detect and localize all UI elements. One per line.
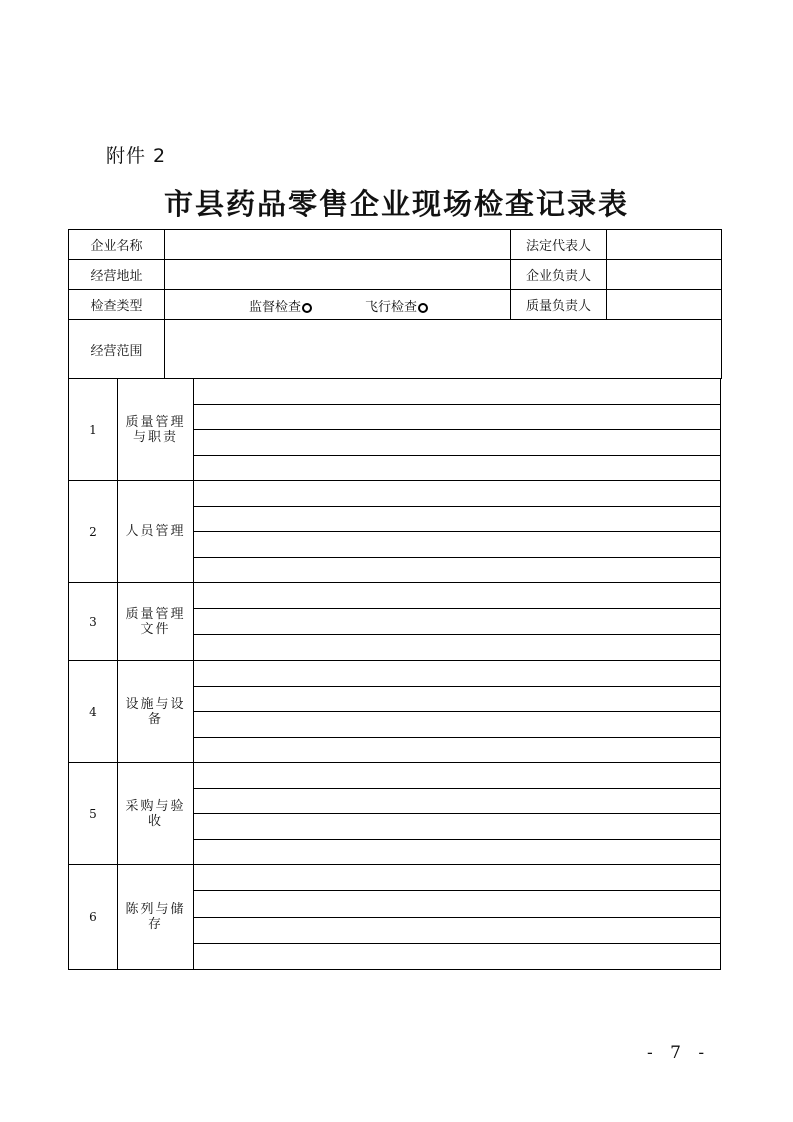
address-label: 经营地址 — [69, 260, 165, 290]
record-line[interactable] — [194, 686, 720, 712]
record-line[interactable] — [194, 661, 720, 686]
section-lines — [194, 583, 720, 660]
record-line[interactable] — [194, 429, 720, 455]
record-line[interactable] — [194, 531, 720, 557]
record-line[interactable] — [194, 634, 720, 660]
inspection-sections — [68, 378, 721, 970]
section-name: 质量管理文件 — [118, 583, 194, 660]
section-row — [69, 660, 720, 762]
record-line[interactable] — [194, 404, 720, 430]
record-line[interactable] — [194, 788, 720, 814]
record-line[interactable] — [194, 583, 720, 608]
record-line[interactable] — [194, 506, 720, 532]
record-line[interactable] — [194, 481, 720, 506]
header-table — [68, 229, 722, 379]
section-name: 设施与设备 — [118, 661, 194, 762]
section-number: 2 — [69, 481, 118, 582]
scope-label: 经营范围 — [69, 320, 165, 379]
record-line[interactable] — [194, 813, 720, 839]
record-line[interactable] — [194, 737, 720, 763]
record-line[interactable] — [194, 865, 720, 890]
section-number: 4 — [69, 661, 118, 762]
record-line[interactable] — [194, 379, 720, 404]
address-field[interactable] — [165, 260, 511, 290]
record-line[interactable] — [194, 455, 720, 481]
quality-head-label: 质量负责人 — [511, 290, 607, 320]
flight-check-label: 飞行检查 — [365, 300, 418, 315]
section-row — [69, 582, 720, 660]
record-line[interactable] — [194, 557, 720, 583]
record-line[interactable] — [194, 890, 720, 916]
supervision-check-option[interactable] — [249, 296, 312, 315]
section-number: 3 — [69, 583, 118, 660]
legal-rep-label: 法定代表人 — [511, 230, 607, 260]
section-lines — [194, 379, 720, 480]
page-title: 市县药品零售企业现场检查记录表 — [163, 187, 629, 221]
section-row — [69, 762, 720, 864]
section-lines — [194, 661, 720, 762]
section-number: 6 — [69, 865, 118, 969]
section-name: 陈列与储存 — [118, 865, 194, 969]
company-head-label: 企业负责人 — [511, 260, 607, 290]
section-row — [69, 378, 720, 480]
section-number: 5 — [69, 763, 118, 864]
record-line[interactable] — [194, 608, 720, 634]
section-name: 采购与验收 — [118, 763, 194, 864]
record-line[interactable] — [194, 711, 720, 737]
scope-field[interactable] — [165, 320, 722, 379]
flight-check-option[interactable] — [365, 296, 428, 315]
radio-circle-icon[interactable] — [302, 303, 312, 313]
section-number: 1 — [69, 379, 118, 480]
record-line[interactable] — [194, 917, 720, 943]
section-row — [69, 864, 720, 969]
section-name: 质量管理与职责 — [118, 379, 194, 480]
record-line[interactable] — [194, 839, 720, 865]
page-number: - 7 - — [647, 1043, 711, 1063]
inspection-type-label: 检查类型 — [69, 290, 165, 320]
inspection-type-field — [165, 290, 511, 320]
section-lines — [194, 481, 720, 582]
record-line[interactable] — [194, 763, 720, 788]
radio-circle-icon[interactable] — [418, 303, 428, 313]
quality-head-field[interactable] — [607, 290, 722, 320]
attachment-label: 附件 2 — [106, 145, 167, 167]
record-line[interactable] — [194, 943, 720, 969]
section-lines — [194, 763, 720, 864]
section-lines — [194, 865, 720, 969]
company-head-field[interactable] — [607, 260, 722, 290]
section-name: 人员管理 — [118, 481, 194, 582]
supervision-check-label: 监督检查 — [249, 300, 302, 315]
legal-rep-field[interactable] — [607, 230, 722, 260]
company-name-label: 企业名称 — [69, 230, 165, 260]
section-row — [69, 480, 720, 582]
company-name-field[interactable] — [165, 230, 511, 260]
